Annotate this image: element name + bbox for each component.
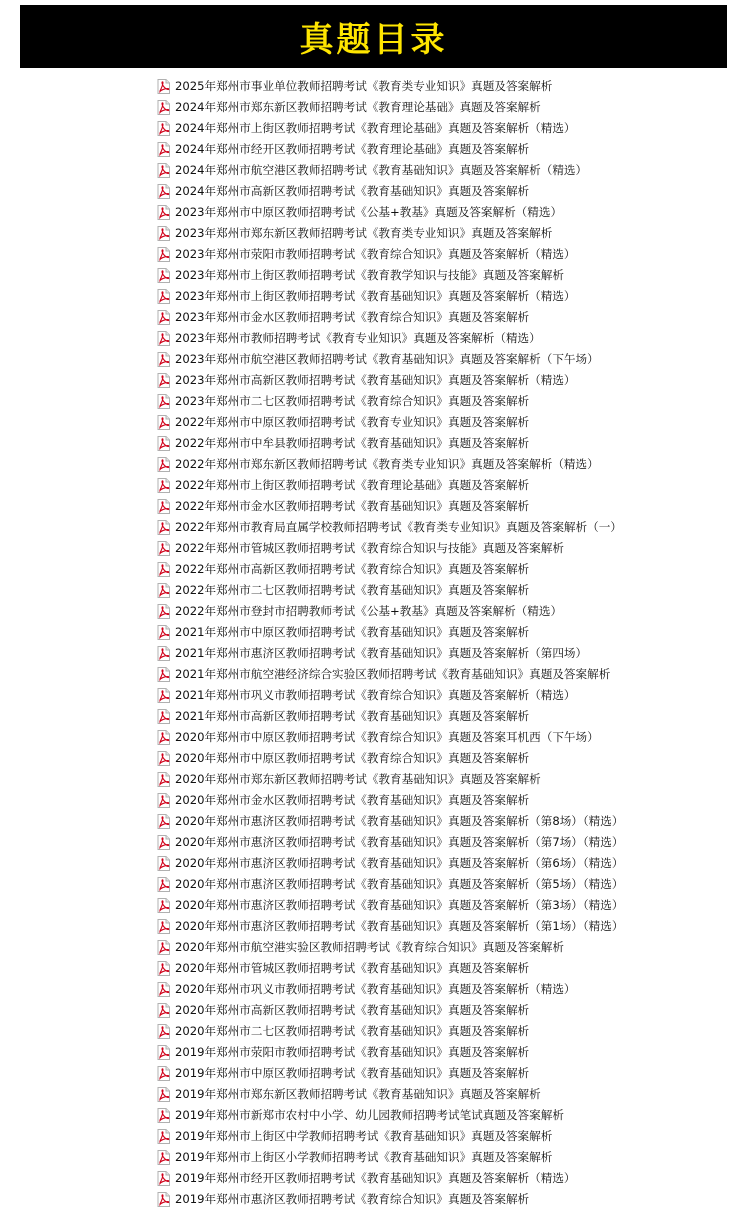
file-list-item[interactable] — [157, 559, 623, 580]
file-list-item[interactable] — [157, 622, 623, 643]
pdf-file-icon — [157, 604, 170, 619]
file-name: 2022年郑州市教育局直属学校教师招聘考试《教育类专业知识》真题及答案解析（一） — [175, 520, 622, 534]
pdf-file-icon — [157, 121, 170, 136]
file-name: 2023年郑州市上街区教师招聘考试《教育基础知识》真题及答案解析（精选） — [175, 289, 576, 303]
pdf-file-icon — [157, 1087, 170, 1102]
pdf-file-icon — [157, 457, 170, 472]
pdf-file-icon — [157, 814, 170, 829]
file-list-item[interactable] — [157, 727, 623, 748]
pdf-file-icon — [157, 247, 170, 262]
file-name: 2021年郑州市中原区教师招聘考试《教育基础知识》真题及答案解析 — [175, 625, 530, 639]
file-list-item[interactable] — [157, 580, 623, 601]
pdf-file-icon — [157, 1129, 170, 1144]
pdf-file-icon — [157, 877, 170, 892]
pdf-file-icon — [157, 520, 170, 535]
file-name: 2022年郑州市中原区教师招聘考试《教育专业知识》真题及答案解析 — [175, 415, 530, 429]
pdf-file-icon — [157, 583, 170, 598]
pdf-file-icon — [157, 898, 170, 913]
file-name: 2020年郑州市巩义市教师招聘考试《教育基础知识》真题及答案解析（精选） — [175, 982, 576, 996]
file-list-item[interactable] — [157, 433, 623, 454]
file-name: 2023年郑州市郑东新区教师招聘考试《教育类专业知识》真题及答案解析 — [175, 226, 553, 240]
file-name: 2023年郑州市荥阳市教师招聘考试《教育综合知识》真题及答案解析（精选） — [175, 247, 576, 261]
file-name: 2023年郑州市教师招聘考试《教育专业知识》真题及答案解析（精选） — [175, 331, 541, 345]
file-list-item[interactable] — [157, 454, 623, 475]
file-list-item[interactable] — [157, 496, 623, 517]
file-list-item[interactable] — [157, 223, 623, 244]
pdf-file-icon — [157, 793, 170, 808]
file-list-item[interactable] — [157, 517, 623, 538]
file-name: 2024年郑州市航空港区教师招聘考试《教育基础知识》真题及答案解析（精选） — [175, 163, 588, 177]
file-name: 2020年郑州市航空港实验区教师招聘考试《教育综合知识》真题及答案解析 — [175, 940, 564, 954]
file-list-item[interactable] — [157, 853, 623, 874]
file-list — [157, 76, 623, 1210]
file-list-item[interactable] — [157, 748, 623, 769]
pdf-file-icon — [157, 856, 170, 871]
file-list-item[interactable] — [157, 1021, 623, 1042]
file-list-item[interactable] — [157, 769, 623, 790]
file-name: 2020年郑州市惠济区教师招聘考试《教育基础知识》真题及答案解析（第7场）（精选） — [175, 835, 624, 849]
file-name: 2024年郑州市高新区教师招聘考试《教育基础知识》真题及答案解析 — [175, 184, 530, 198]
pdf-file-icon — [157, 1066, 170, 1081]
pdf-file-icon — [157, 730, 170, 745]
file-name: 2023年郑州市高新区教师招聘考试《教育基础知识》真题及答案解析（精选） — [175, 373, 576, 387]
pdf-file-icon — [157, 268, 170, 283]
file-list-item[interactable] — [157, 1126, 623, 1147]
file-list-item[interactable] — [157, 1147, 623, 1168]
file-name: 2020年郑州市惠济区教师招聘考试《教育基础知识》真题及答案解析（第6场）（精选） — [175, 856, 624, 870]
file-list-item[interactable] — [157, 97, 623, 118]
file-list-item[interactable] — [157, 790, 623, 811]
pdf-file-icon — [157, 982, 170, 997]
file-list-item[interactable] — [157, 958, 623, 979]
file-list-item[interactable] — [157, 391, 623, 412]
file-name: 2020年郑州市中原区教师招聘考试《教育综合知识》真题及答案解析 — [175, 751, 530, 765]
pdf-file-icon — [157, 772, 170, 787]
file-name: 2020年郑州市高新区教师招聘考试《教育基础知识》真题及答案解析 — [175, 1003, 530, 1017]
file-name: 2020年郑州市惠济区教师招聘考试《教育基础知识》真题及答案解析（第1场）（精选） — [175, 919, 624, 933]
file-name: 2019年郑州市新郑市农村中小学、幼儿园教师招聘考试笔试真题及答案解析 — [175, 1108, 564, 1122]
file-list-item[interactable] — [157, 1063, 623, 1084]
file-name: 2021年郑州市巩义市教师招聘考试《教育综合知识》真题及答案解析（精选） — [175, 688, 576, 702]
file-list-item[interactable] — [157, 328, 623, 349]
pdf-file-icon — [157, 1024, 170, 1039]
file-list-item[interactable] — [157, 706, 623, 727]
pdf-file-icon — [157, 205, 170, 220]
file-list-item[interactable] — [157, 874, 623, 895]
file-list-item[interactable] — [157, 370, 623, 391]
pdf-file-icon — [157, 415, 170, 430]
pdf-file-icon — [157, 667, 170, 682]
file-name: 2022年郑州市管城区教师招聘考试《教育综合知识与技能》真题及答案解析 — [175, 541, 564, 555]
pdf-file-icon — [157, 709, 170, 724]
pdf-file-icon — [157, 289, 170, 304]
pdf-file-icon — [157, 436, 170, 451]
file-list-item[interactable] — [157, 1000, 623, 1021]
title-banner — [20, 5, 727, 68]
pdf-file-icon — [157, 352, 170, 367]
pdf-file-icon — [157, 961, 170, 976]
file-name: 2024年郑州市郑东新区教师招聘考试《教育理论基础》真题及答案解析 — [175, 100, 541, 114]
pdf-file-icon — [157, 478, 170, 493]
file-name: 2022年郑州市郑东新区教师招聘考试《教育类专业知识》真题及答案解析（精选） — [175, 457, 599, 471]
file-name: 2024年郑州市上街区教师招聘考试《教育理论基础》真题及答案解析（精选） — [175, 121, 576, 135]
file-name: 2020年郑州市惠济区教师招聘考试《教育基础知识》真题及答案解析（第8场）（精选） — [175, 814, 624, 828]
file-list-item[interactable] — [157, 349, 623, 370]
file-list-item[interactable] — [157, 979, 623, 1000]
pdf-file-icon — [157, 226, 170, 241]
pdf-file-icon — [157, 79, 170, 94]
file-list-item[interactable] — [157, 265, 623, 286]
pdf-file-icon — [157, 562, 170, 577]
file-list-item[interactable] — [157, 811, 623, 832]
pdf-file-icon — [157, 919, 170, 934]
file-list-item[interactable] — [157, 244, 623, 265]
file-name: 2020年郑州市郑东新区教师招聘考试《教育基础知识》真题及答案解析 — [175, 772, 541, 786]
page-title: 真题目录 — [299, 20, 448, 60]
pdf-file-icon — [157, 688, 170, 703]
file-list-item[interactable] — [157, 1042, 623, 1063]
file-list-item[interactable] — [157, 1168, 623, 1189]
file-list-item[interactable] — [157, 685, 623, 706]
file-list-item[interactable] — [157, 1105, 623, 1126]
pdf-file-icon — [157, 625, 170, 640]
pdf-file-icon — [157, 499, 170, 514]
pdf-file-icon — [157, 646, 170, 661]
file-name: 2022年郑州市中牟县教师招聘考试《教育基础知识》真题及答案解析 — [175, 436, 530, 450]
file-name: 2021年郑州市高新区教师招聘考试《教育基础知识》真题及答案解析 — [175, 709, 530, 723]
file-name: 2020年郑州市金水区教师招聘考试《教育基础知识》真题及答案解析 — [175, 793, 530, 807]
file-list-item[interactable] — [157, 895, 623, 916]
pdf-file-icon — [157, 751, 170, 766]
file-name: 2020年郑州市二七区教师招聘考试《教育基础知识》真题及答案解析 — [175, 1024, 530, 1038]
file-list-item[interactable] — [157, 475, 623, 496]
file-name: 2020年郑州市中原区教师招聘考试《教育综合知识》真题及答案耳机西（下午场） — [175, 730, 599, 744]
file-name: 2020年郑州市管城区教师招聘考试《教育基础知识》真题及答案解析 — [175, 961, 530, 975]
file-list-item[interactable] — [157, 1084, 623, 1105]
file-list-item[interactable] — [157, 916, 623, 937]
file-name: 2023年郑州市二七区教师招聘考试《教育综合知识》真题及答案解析 — [175, 394, 530, 408]
file-list-item[interactable] — [157, 937, 623, 958]
pdf-file-icon — [157, 331, 170, 346]
pdf-file-icon — [157, 835, 170, 850]
file-list-item[interactable] — [157, 412, 623, 433]
file-name: 2019年郑州市荥阳市教师招聘考试《教育基础知识》真题及答案解析 — [175, 1045, 530, 1059]
pdf-file-icon — [157, 1108, 170, 1123]
pdf-file-icon — [157, 1192, 170, 1207]
file-name: 2022年郑州市高新区教师招聘考试《教育综合知识》真题及答案解析 — [175, 562, 530, 576]
file-list-item[interactable] — [157, 538, 623, 559]
file-list-item[interactable] — [157, 181, 623, 202]
file-name: 2022年郑州市金水区教师招聘考试《教育基础知识》真题及答案解析 — [175, 499, 530, 513]
pdf-file-icon — [157, 1171, 170, 1186]
pdf-file-icon — [157, 163, 170, 178]
file-name: 2023年郑州市上街区教师招聘考试《教育教学知识与技能》真题及答案解析 — [175, 268, 564, 282]
file-list-item[interactable] — [157, 202, 623, 223]
pdf-file-icon — [157, 394, 170, 409]
pdf-file-icon — [157, 142, 170, 157]
file-name: 2021年郑州市航空港经济综合实验区教师招聘考试《教育基础知识》真题及答案解析 — [175, 667, 611, 681]
file-name: 2019年郑州市经开区教师招聘考试《教育基础知识》真题及答案解析（精选） — [175, 1171, 576, 1185]
file-name: 2020年郑州市惠济区教师招聘考试《教育基础知识》真题及答案解析（第5场）（精选） — [175, 877, 624, 891]
pdf-file-icon — [157, 184, 170, 199]
file-list-item[interactable] — [157, 76, 623, 97]
file-name: 2022年郑州市上街区教师招聘考试《教育理论基础》真题及答案解析 — [175, 478, 530, 492]
file-list-item[interactable] — [157, 1189, 623, 1210]
file-name: 2023年郑州市中原区教师招聘考试《公基+教基》真题及答案解析（精选） — [175, 205, 563, 219]
file-list-item[interactable] — [157, 664, 623, 685]
pdf-file-icon — [157, 1150, 170, 1165]
pdf-file-icon — [157, 1045, 170, 1060]
file-name: 2022年郑州市二七区教师招聘考试《教育基础知识》真题及答案解析 — [175, 583, 530, 597]
file-name: 2019年郑州市中原区教师招聘考试《教育基础知识》真题及答案解析 — [175, 1066, 530, 1080]
pdf-file-icon — [157, 373, 170, 388]
file-name: 2019年郑州市上街区中学教师招聘考试《教育基础知识》真题及答案解析 — [175, 1129, 553, 1143]
file-name: 2023年郑州市金水区教师招聘考试《教育综合知识》真题及答案解析 — [175, 310, 530, 324]
file-list-item[interactable] — [157, 307, 623, 328]
pdf-file-icon — [157, 541, 170, 556]
file-list-item[interactable] — [157, 643, 623, 664]
file-list-item[interactable] — [157, 139, 623, 160]
file-list-item[interactable] — [157, 160, 623, 181]
file-name: 2022年郑州市登封市招聘教师考试《公基+教基》真题及答案解析（精选） — [175, 604, 563, 618]
file-name: 2024年郑州市经开区教师招聘考试《教育理论基础》真题及答案解析 — [175, 142, 530, 156]
pdf-file-icon — [157, 100, 170, 115]
file-name: 2019年郑州市惠济区教师招聘考试《教育综合知识》真题及答案解析 — [175, 1192, 530, 1206]
file-list-item[interactable] — [157, 832, 623, 853]
file-name: 2019年郑州市郑东新区教师招聘考试《教育基础知识》真题及答案解析 — [175, 1087, 541, 1101]
file-list-item[interactable] — [157, 286, 623, 307]
pdf-file-icon — [157, 940, 170, 955]
file-name: 2019年郑州市上街区小学教师招聘考试《教育基础知识》真题及答案解析 — [175, 1150, 553, 1164]
file-list-item[interactable] — [157, 601, 623, 622]
file-name: 2023年郑州市航空港区教师招聘考试《教育基础知识》真题及答案解析（下午场） — [175, 352, 599, 366]
pdf-file-icon — [157, 310, 170, 325]
file-name: 2025年郑州市事业单位教师招聘考试《教育类专业知识》真题及答案解析 — [175, 79, 553, 93]
file-list-item[interactable] — [157, 118, 623, 139]
file-name: 2021年郑州市惠济区教师招聘考试《教育基础知识》真题及答案解析（第四场） — [175, 646, 588, 660]
file-name: 2020年郑州市惠济区教师招聘考试《教育基础知识》真题及答案解析（第3场）（精选） — [175, 898, 624, 912]
pdf-file-icon — [157, 1003, 170, 1018]
